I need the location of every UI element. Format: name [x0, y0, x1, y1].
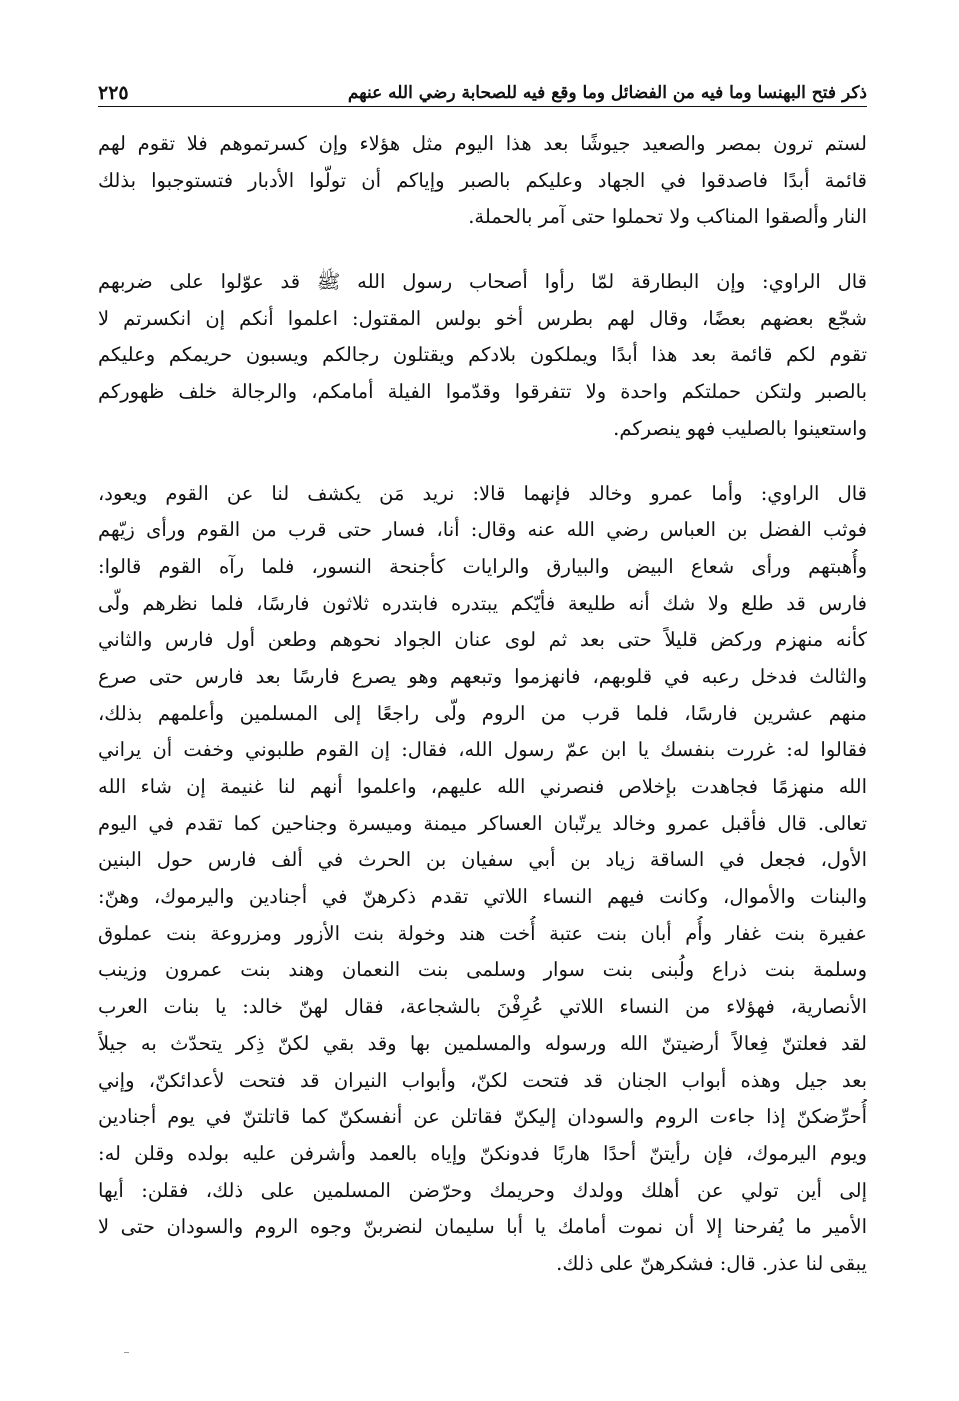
- text-line: شجّع بعضهم بعضًا، وقال لهم بطرس أخو بولس المقتول: اعلموا أنكم إن انكسرتم لا: [98, 306, 867, 330]
- text-line: لستم ترون بمصر والصعيد جيوشًا بعد هذا اليوم مثل هؤلاء وإن كسرتموهم فلا تقوم لهم: [98, 132, 867, 155]
- header-rule: [98, 106, 867, 107]
- text-line: بعد جيل وهذه أبواب الجنان قد فتحت لكنّ، وأبواب النيران قد فتحت لأعدائكنّ، وإني: [98, 1068, 867, 1092]
- text-line: منهم عشرين فارسًا، فلما قرب من الروم ولّى راجعًا إلى المسلمين وأعلمهم بذلك،: [98, 701, 867, 725]
- text-line: الأنصارية، فهؤلاء من النساء اللاتي عُرِفْنَ بالشجاعة، فقال لهنّ خالد: يا بنات العرب: [98, 995, 867, 1019]
- text-line: وأُهبتهم ورأى شعاع البيض والبيارق والرايات كأجنحة النسور، فلما رآه القوم قالوا:: [98, 554, 867, 578]
- text-line: إلى أين تولي عن أهلك وولدك وحريمك وحرّضن المسلمين على ذلك، فقلن: أيها: [98, 1178, 867, 1202]
- text-line: فارس قد طلع ولا شك أنه طليعة فأيّكم يبتدره فابتدره ثلاثون فارسًا، فلما نظرهم ولّى: [98, 591, 867, 615]
- text-line: تعالى. قال فأقبل عمرو وخالد يرتّبان العساكر ميمنة وميسرة وجناحين كما تقدم في اليوم: [98, 811, 867, 835]
- text-line: يبقى لنا عذر. قال: فشكرهنّ على ذلك.: [556, 1251, 867, 1275]
- paragraph-gap: [98, 448, 867, 476]
- text-line: أُحرِّضكنّ إذا جاءت الروم والسودان إليكنّ فقاتلن عن أنفسكنّ كما قاتلتنّ في يوم أجنادين: [98, 1105, 867, 1129]
- text-line: فقالوا له: غررت بنفسك يا ابن عمّ رسول الله، فقال: إن القوم طلبوني وخفت أن يراني: [98, 738, 867, 762]
- text-line: والثالث فدخل رعبه في قلوبهم، فانهزموا وتبعهم وهو يصرع فارسًا بعد فارس حتى صرع: [98, 664, 867, 688]
- paragraph: [98, 264, 867, 447]
- running-header: [98, 72, 867, 106]
- text-line: وسلمة بنت ذراع ولُبنى بنت سوار وسلمى بنت النعمان وهند بنت عمرون وزينب: [98, 958, 867, 982]
- text-line: عفيرة بنت غفار وأُم أبان بنت عتبة أُخت هند وخولة بنت الأزور ومزروعة بنت عملوق: [98, 921, 867, 945]
- text-line: ويوم اليرموك، فإن رأيتنّ أحدًا هاربًا فدونكنّ وإياه بالعمد وأشرفن عليه بولده وقلن له:: [98, 1141, 867, 1165]
- page-number: ٢٢٥: [98, 82, 129, 104]
- paragraph: [98, 126, 867, 236]
- text-line: كأنه منهزم وركض قليلاً حتى بعد ثم لوى عنان الجواد نحوهم وطعن أول فارس والثاني: [98, 628, 867, 652]
- text-line: لقد فعلتنّ فِعالاً أرضيتنّ الله ورسوله والمسلمين بها وقد بقي لكنّ ذِكر يتحدّث به جيلاً: [98, 1031, 867, 1055]
- text-line: فوثب الفضل بن العباس رضي الله عنه وقال: أنا، فسار حتى قرب من القوم ورأى زيّهم: [98, 518, 867, 542]
- paragraph-gap: [98, 236, 867, 264]
- page-mark: [124, 1352, 129, 1353]
- text-line: الأمير ما يُفرحنا إلا أن نموت أمامك يا أبا سليمان لنضربنّ وجوه الروم والسودان حتى لا: [98, 1215, 867, 1239]
- text-line: تقوم لكم قائمة بعد هذا أبدًا ويملكون بلادكم ويقتلون رجالكم ويسبون حريمكم وعليكم: [98, 343, 867, 367]
- text-line: بالصبر ولتكن حملتكم واحدة ولا تتفرقوا وقدّموا الفيلة أمامكم، والرجالة خلف ظهوركم: [98, 380, 867, 404]
- text-line: قائمة أبدًا فاصدقوا في الجهاد وعليكم بالصبر وإياكم أن تولّوا الأدبار فتستوجبوا بذلك: [98, 168, 867, 192]
- text-line: الله منهزمًا فجاهدت بإخلاص فنصرني الله عليهم، واعلموا أنهم لنا غنيمة إن شاء الله: [98, 775, 867, 798]
- body-text: [98, 126, 867, 1283]
- text-line: قال الراوي: وأما عمرو وخالد فإنهما قالا: نريد مَن يكشف لنا عن القوم ويعود،: [98, 481, 867, 505]
- text-line: النار وألصقوا المناكب ولا تحملوا حتى آمر بالحملة.: [468, 205, 867, 229]
- text-line: الأول، فجعل في الساقة زياد بن أبي سفيان بن الحرث في ألف فارس حول البنين: [98, 848, 867, 872]
- text-line: والبنات والأموال، وكانت فيهم النساء اللاتي تقدم ذكرهنّ في أجنادين واليرموك، وهنّ:: [98, 885, 867, 909]
- text-line: قال الراوي: وإن البطارقة لمّا رأوا أصحاب رسول الله ﷺ قد عوّلوا على ضربهم: [98, 270, 867, 294]
- running-header-title: ذكر فتح البهنسا وما فيه من الفضائل وما وقع فيه للصحابة رضي الله عنهم: [347, 83, 867, 103]
- paragraph: [98, 476, 867, 1283]
- text-line: واستعينوا بالصليب فهو ينصركم.: [613, 416, 867, 440]
